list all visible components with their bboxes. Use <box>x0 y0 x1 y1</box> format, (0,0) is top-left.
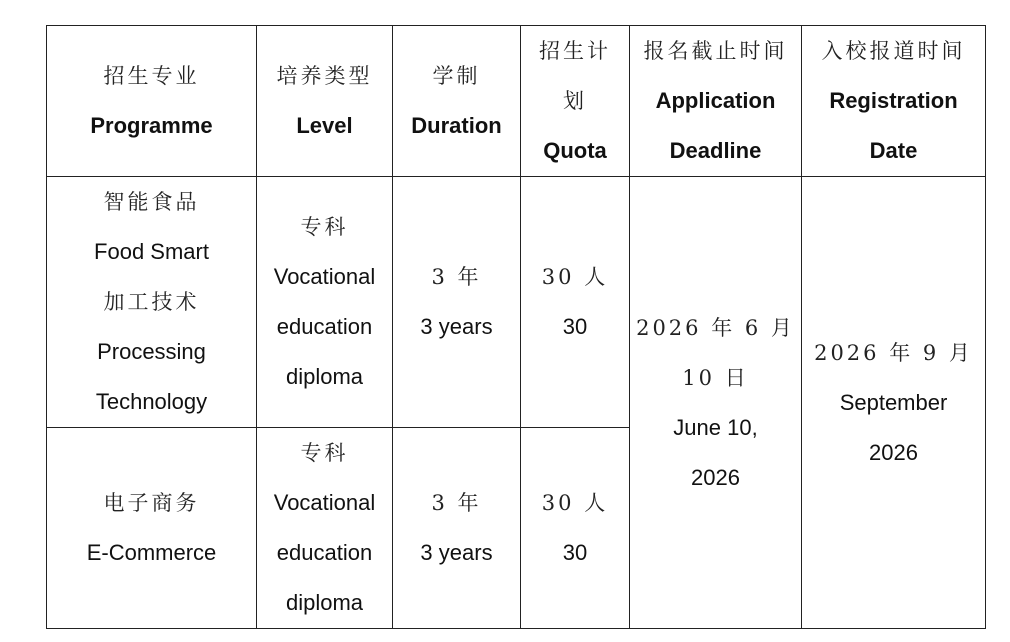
header-level-zh: 培养类型 <box>276 64 373 88</box>
programme-zh: 电子商务 <box>103 491 200 515</box>
level-zh: 专科 <box>300 441 349 465</box>
quota-zh: 30 人 <box>541 491 609 515</box>
registration-zh: 2026 年 9 月 <box>814 340 973 365</box>
header-programme <box>47 26 257 177</box>
level-zh: 专科 <box>300 215 349 239</box>
header-level-en: Level <box>296 113 353 138</box>
level-en-line2: education <box>276 540 373 565</box>
duration-zh: 3 年 <box>431 265 482 289</box>
programme-en: E-Commerce <box>86 540 217 565</box>
deadline-zh-line1: 2026 年 6 月 <box>636 315 795 340</box>
duration-en: 3 years <box>420 314 493 339</box>
table-row <box>47 177 986 428</box>
programme-en-line3: Technology <box>95 389 208 414</box>
cell-level <box>257 177 393 428</box>
quota-en: 30 <box>562 540 588 565</box>
header-programme-en: Programme <box>90 113 213 138</box>
header-quota-en: Quota <box>543 138 607 163</box>
programme-zh-line1: 智能食品 <box>103 190 200 214</box>
header-duration-en: Duration <box>411 113 502 138</box>
level-en-line1: Vocational <box>273 264 376 289</box>
header-deadline <box>630 26 802 177</box>
header-registration-en-line2: Date <box>869 138 918 163</box>
header-duration <box>393 26 521 177</box>
cell-level <box>257 428 393 629</box>
level-en-line3: diploma <box>285 590 364 615</box>
enrollment-table <box>46 25 986 629</box>
quota-en: 30 <box>562 314 588 339</box>
programme-en-line2: Processing <box>97 339 206 364</box>
cell-registration <box>802 177 986 629</box>
quota-zh: 30 人 <box>541 265 609 289</box>
registration-en-line2: 2026 <box>869 439 918 465</box>
cell-deadline <box>630 177 802 629</box>
duration-en: 3 years <box>420 540 493 565</box>
header-programme-zh: 招生专业 <box>103 64 200 88</box>
header-row <box>47 26 986 177</box>
header-quota-zh-line1: 招生计 <box>539 39 611 63</box>
header-registration-zh: 入校报道时间 <box>821 39 966 63</box>
level-en-line2: education <box>276 314 373 339</box>
header-quota <box>521 26 630 177</box>
header-deadline-en-line1: Application <box>655 88 776 113</box>
deadline-en-line1: June 10, <box>673 414 758 440</box>
cell-duration <box>393 428 521 629</box>
deadline-en-line2: 2026 <box>691 464 740 490</box>
cell-programme <box>47 428 257 629</box>
header-duration-zh: 学制 <box>432 64 481 88</box>
header-registration <box>802 26 986 177</box>
header-deadline-zh: 报名截止时间 <box>643 39 788 63</box>
level-en-line1: Vocational <box>273 490 376 515</box>
header-deadline-en-line2: Deadline <box>669 138 762 163</box>
deadline-zh-line2: 10 日 <box>682 365 749 390</box>
header-quota-zh-line2: 划 <box>563 89 587 113</box>
cell-quota <box>521 428 630 629</box>
header-level <box>257 26 393 177</box>
header-registration-en-line1: Registration <box>829 88 958 113</box>
programme-zh-line2: 加工技术 <box>103 290 200 314</box>
registration-en-line1: September <box>839 389 948 415</box>
cell-duration <box>393 177 521 428</box>
cell-quota <box>521 177 630 428</box>
duration-zh: 3 年 <box>431 491 482 515</box>
programme-en-line1: Food Smart <box>94 239 209 264</box>
cell-programme <box>47 177 257 428</box>
level-en-line3: diploma <box>285 364 364 389</box>
